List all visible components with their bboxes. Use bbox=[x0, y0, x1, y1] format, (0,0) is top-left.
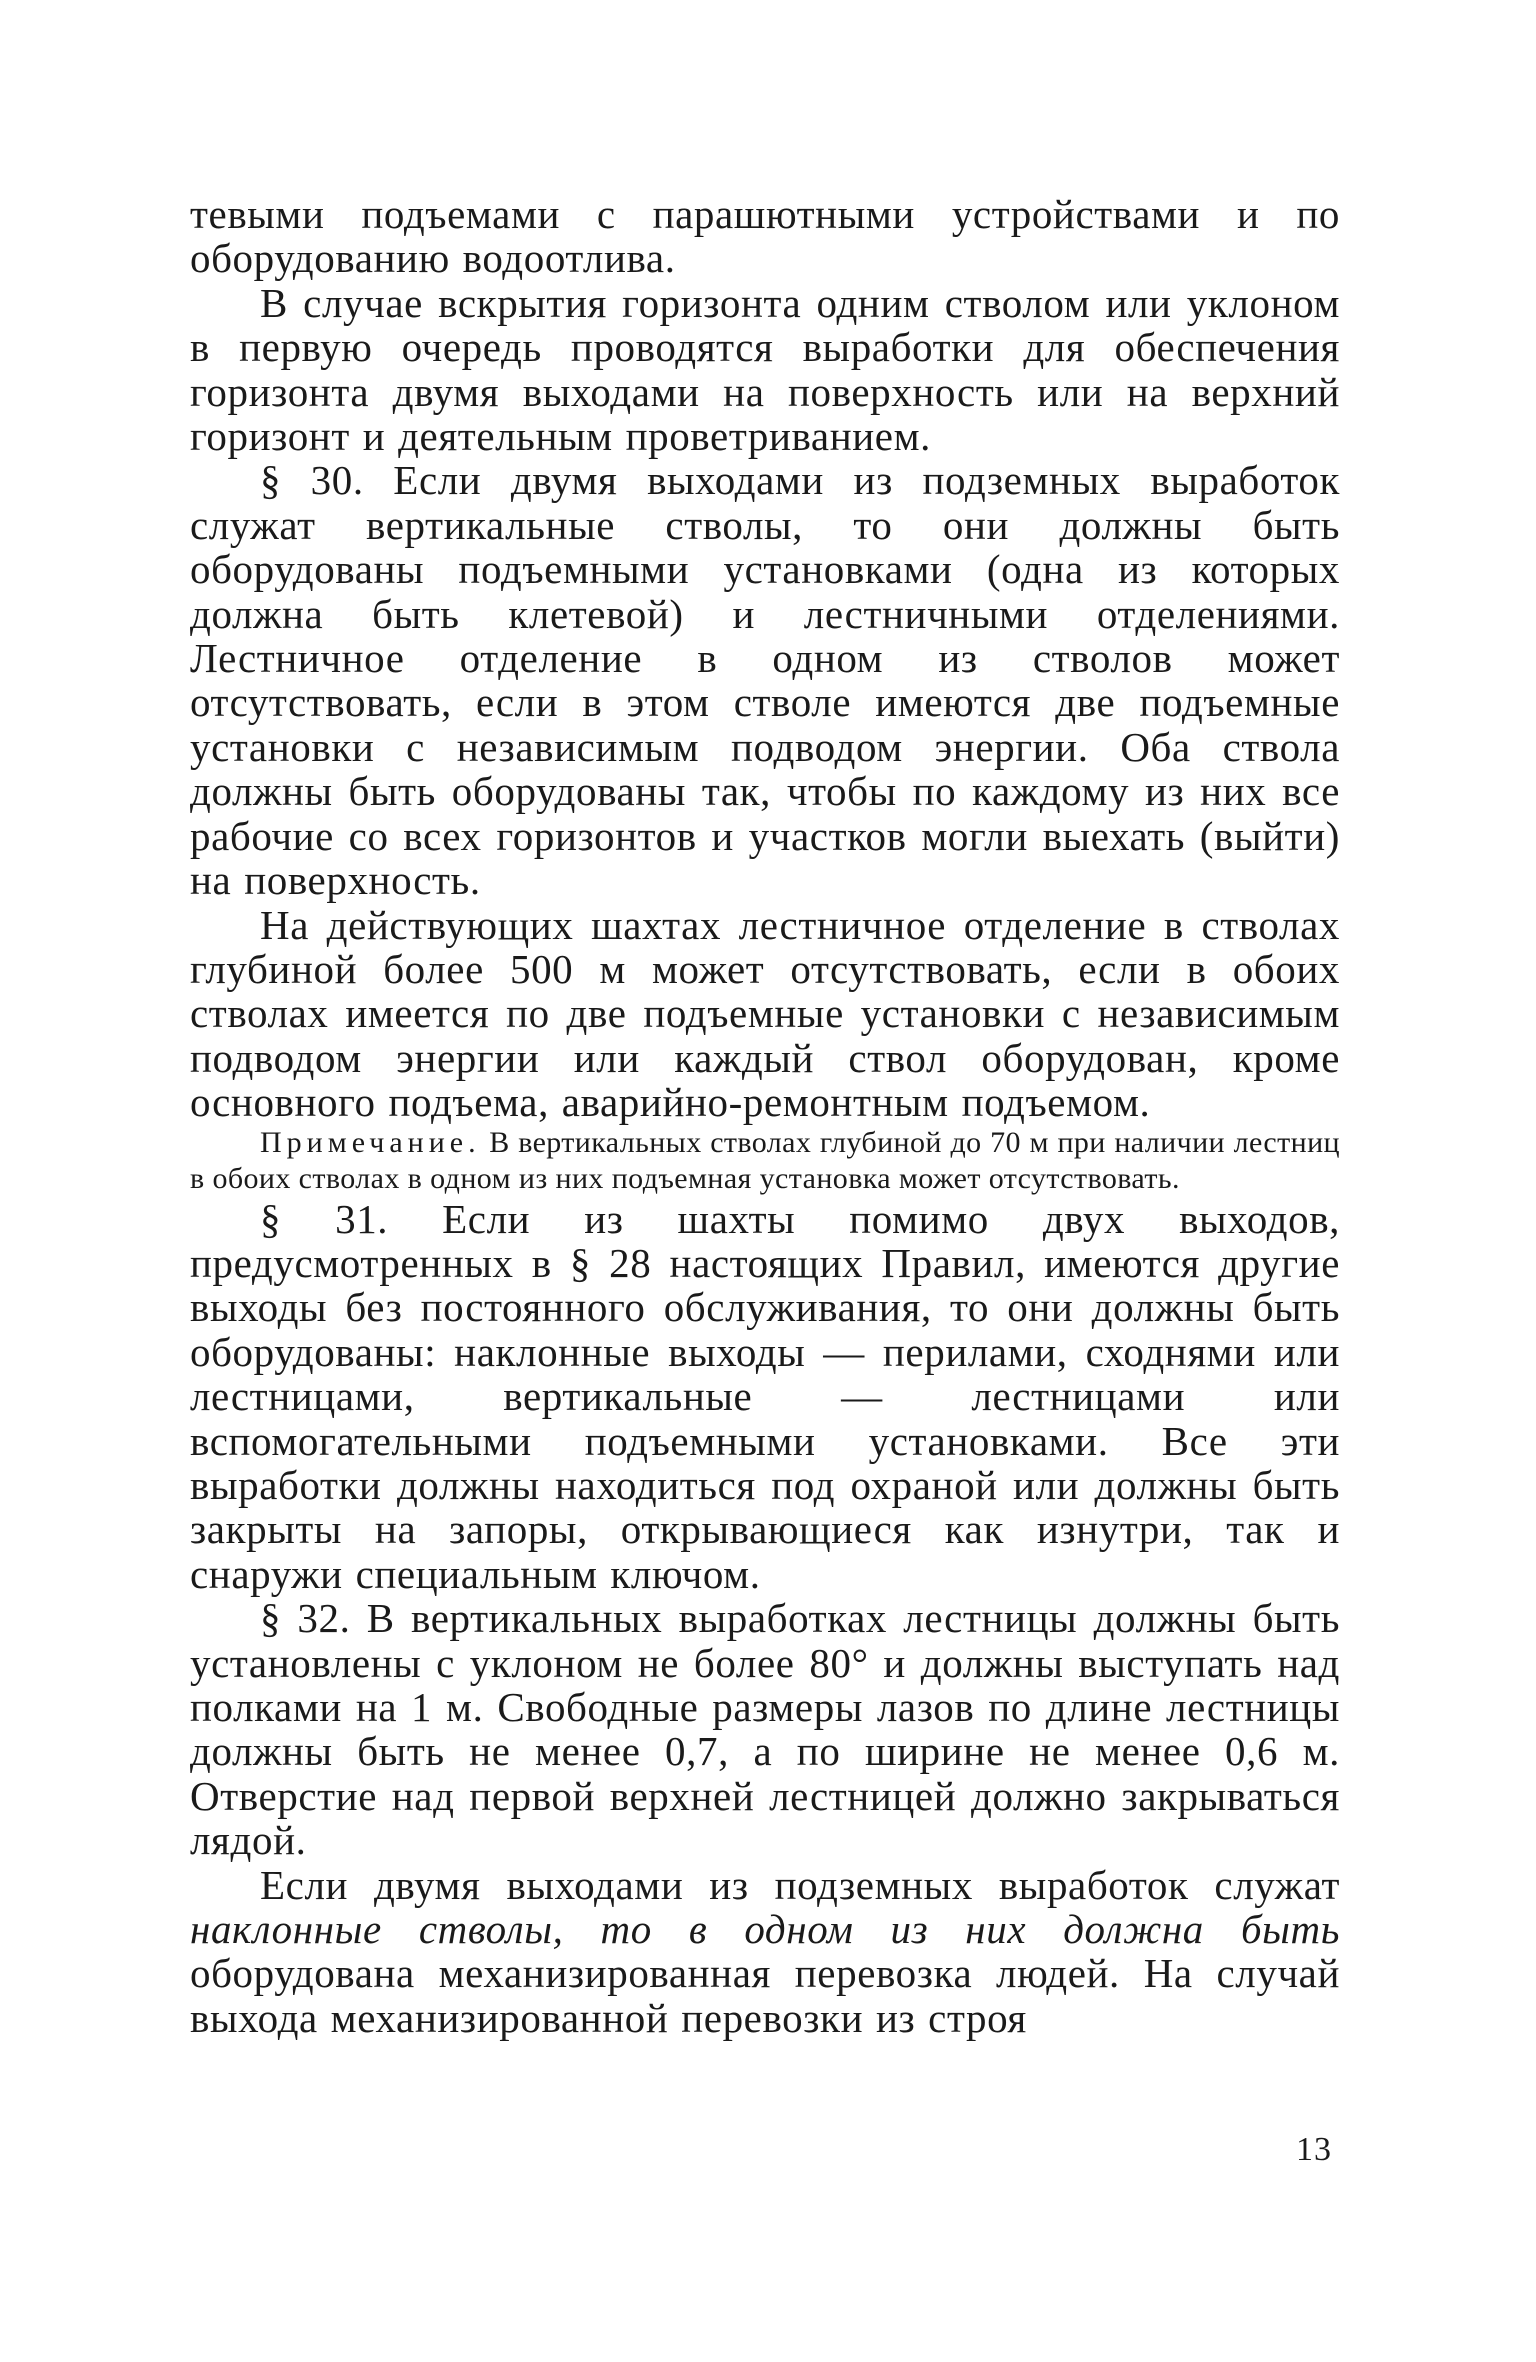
paragraph-inclined-shafts bbox=[190, 1863, 1340, 2041]
paragraph-continuation: тевыми подъемами с парашютными устройствами и по оборудованию водоотлива. bbox=[190, 191, 1340, 282]
note-text: В вертикальных стволах глубиной до 70 м при наличии лестниц в обоих стволах в одном из них подъемная установка может отсутствовать. bbox=[190, 1125, 1340, 1195]
inclined-text-italic: наклонные стволы, то в одном из них должна быть bbox=[190, 1906, 1340, 1953]
inclined-text-end: оборудована механизированная перевозка людей. На случай выхода механизированной перевозки из строя bbox=[190, 1950, 1340, 2041]
note-paragraph bbox=[190, 1125, 1340, 1197]
note-label: Примечание. bbox=[260, 1125, 481, 1159]
inclined-text-start: Если двумя выходами из подземных выработок служат bbox=[260, 1861, 1340, 1908]
paragraph-section-32: § 32. В вертикальных выработках лестницы должны быть установлены с уклоном не более 80° и должны выступать над полками на 1 м. Свободные размеры лазов по длине лестницы должны быть не менее 0,7, а по ширине не менее 0,6 м. Отверстие над первой верхней лестницей должно закрываться лядой. bbox=[190, 1595, 1340, 1864]
paragraph-section-30: § 30. Если двумя выходами из подземных выработок служат вертикальные стволы, то они должны быть оборудованы подъемными установками (одна из которых должна быть клетевой) и лестничными отделениями. Лестничное отделение в одном из стволов может отсутствовать, если в этом стволе имеются две подъемные установки с независимым подводом энергии. Оба ствола должны быть оборудованы так, чтобы по каждому из них все рабочие со всех горизонтов и участков могли выехать (выйти) на поверхность. bbox=[190, 457, 1340, 904]
page-number: 13 bbox=[1296, 2131, 1332, 2168]
paragraph-section-31: § 31. Если из шахты помимо двух выходов, предусмотренных в § 28 настоящих Правил, имеются другие выходы без постоянного обслуживания, то они должны быть оборудованы: наклонные выходы — перилами, сходнями или лестницами, вертикальные — лестницами или вспомогательными подъемными установками. Все эти выработки должны находиться под охраной или должны быть закрыты на запоры, открывающиеся как изнутри, так и снаружи специальным ключом. bbox=[190, 1195, 1340, 1597]
paragraph-horizon-opening: В случае вскрытия горизонта одним стволом или уклоном в первую очередь проводятся выработки для обеспечения горизонта двумя выходами на поверхность или на верхний горизонт и деятельным проветриванием. bbox=[190, 279, 1340, 460]
paragraph-existing-mines: На действующих шахтах лестничное отделение в стволах глубиной более 500 м может отсутствовать, если в обоих стволах имеется по две подъемные установки с независимым подводом энергии или каждый ствол оборудован, кроме основного подъема, аварийно-ремонтным подъемом. bbox=[190, 901, 1340, 1126]
page-body bbox=[190, 192, 1340, 2040]
